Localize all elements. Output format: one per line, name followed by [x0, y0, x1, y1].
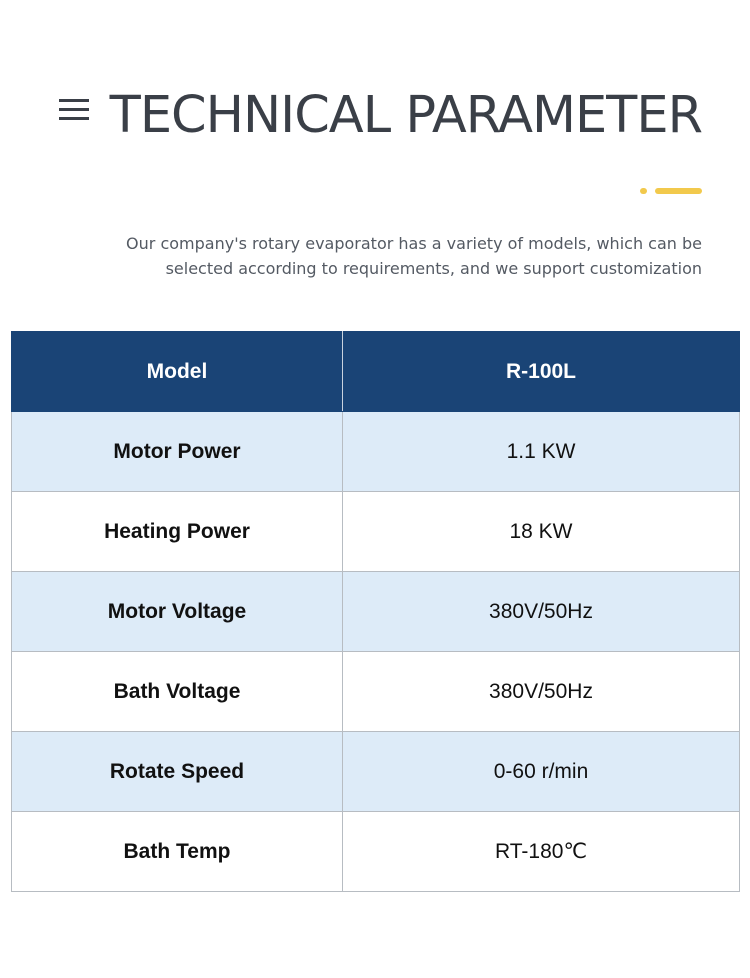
accent-dot: [640, 188, 647, 194]
row-label: Motor Power: [12, 412, 343, 492]
table-row: [12, 812, 740, 892]
table-row: [12, 572, 740, 652]
row-value: 0-60 r/min: [343, 732, 740, 812]
row-label: Motor Voltage: [12, 572, 343, 652]
menu-icon-line: [59, 108, 89, 111]
row-label: Bath Voltage: [12, 652, 343, 732]
row-label: Rotate Speed: [12, 732, 343, 812]
table-header-row: [12, 332, 740, 412]
row-label: Heating Power: [12, 492, 343, 572]
row-value: 380V/50Hz: [343, 652, 740, 732]
table-row: [12, 412, 740, 492]
row-value: 380V/50Hz: [343, 572, 740, 652]
row-value: 18 KW: [343, 492, 740, 572]
subtitle-line-2: selected according to requirements, and we support customization: [165, 259, 702, 278]
table-row: [12, 492, 740, 572]
column-header-model: Model: [12, 332, 343, 412]
menu-icon[interactable]: [59, 99, 89, 121]
spec-table: [11, 331, 740, 892]
row-label: Bath Temp: [12, 812, 343, 892]
page-subtitle: [82, 231, 702, 281]
menu-icon-line: [59, 117, 89, 120]
row-value: 1.1 KW: [343, 412, 740, 492]
menu-icon-line: [59, 99, 89, 102]
table-row: [12, 732, 740, 812]
table-row: [12, 652, 740, 732]
subtitle-line-1: Our company's rotary evaporator has a variety of models, which can be: [126, 234, 702, 253]
accent-bar: [655, 188, 702, 194]
row-value: RT-180℃: [343, 812, 740, 892]
column-header-model-name: R-100L: [343, 332, 740, 412]
page-title: TECHNICAL PARAMETER: [109, 86, 702, 145]
